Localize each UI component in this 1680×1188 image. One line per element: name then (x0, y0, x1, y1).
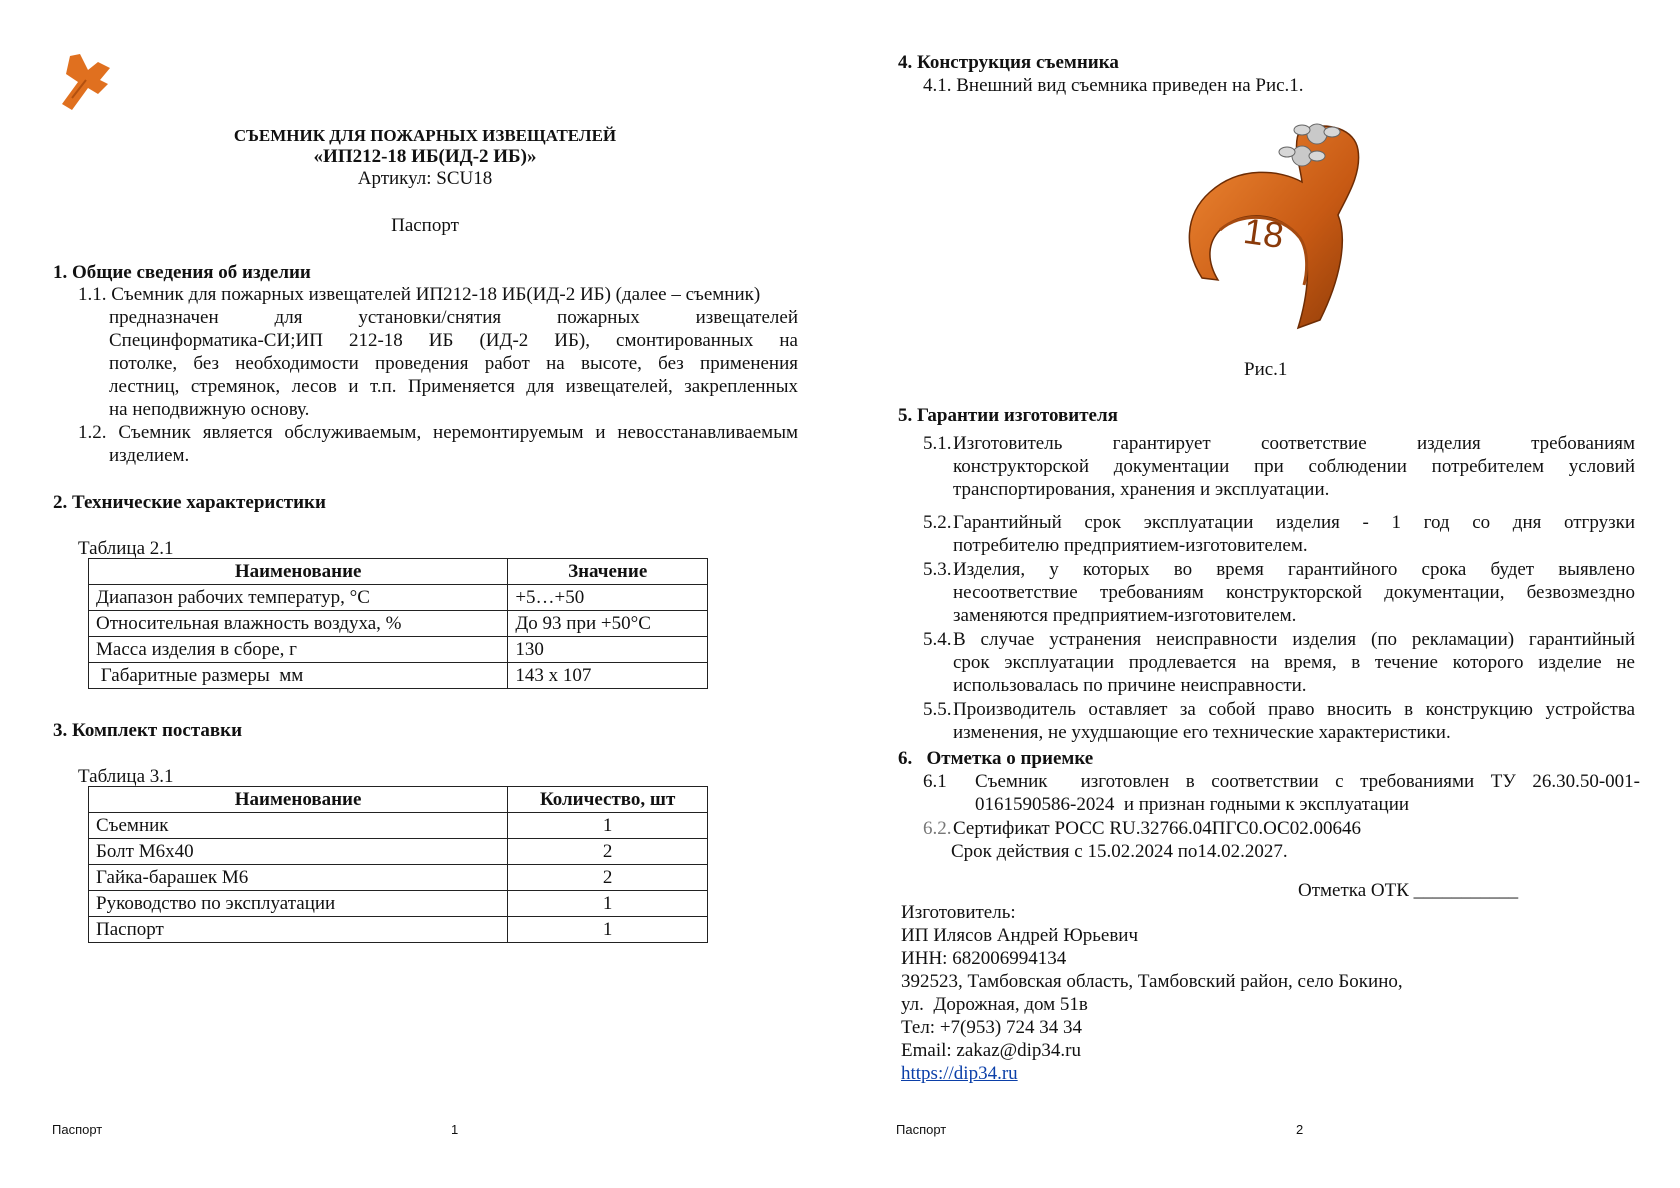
table-header-cell: Количество, шт (508, 787, 708, 813)
table-row (89, 891, 708, 917)
table-cell: Съемник (89, 813, 508, 839)
section-2-heading: 2. Технические характеристики (53, 492, 326, 513)
delivery-set-table (88, 786, 708, 943)
paragraph-line: лестниц, стремянок, лесов и т.п. Применяется для извещателей, закрепленных (109, 376, 798, 397)
table-row (89, 585, 708, 611)
section-5-heading: 5. Гарантии изготовителя (898, 405, 1118, 426)
paragraph-line: транспортирования, хранения и эксплуатации. (953, 479, 1330, 500)
paragraph-line: 1.2. Съемник является обслуживаемым, неремонтируемым и невосстанавливаемым (78, 422, 798, 443)
certificate-validity: Срок действия с 15.02.2024 по14.02.2027. (951, 841, 1288, 862)
paragraph-1-2 (78, 421, 798, 467)
paragraph-line: Производитель оставляет за собой право вносить в конструкцию устройства (953, 699, 1635, 720)
page-title-line2: «ИП212-18 ИБ(ИД-2 ИБ)» (313, 146, 537, 167)
table-cell: Габаритные размеры мм (89, 663, 508, 689)
paragraph-line: конструкторской документации при соблюдении потребителем условий (953, 456, 1635, 477)
figure-caption: Рис.1 (1244, 359, 1288, 380)
section-4-heading: 4. Конструкция съемника (898, 52, 1119, 73)
table-header-row (89, 787, 708, 813)
paragraph-line: Гарантийный срок эксплуатации изделия - 1 год со дня отгрузки (953, 512, 1635, 533)
footer-label: Паспорт (52, 1122, 103, 1137)
manufacturer-inn: ИНН: 682006994134 (901, 948, 1067, 969)
table-cell: Относительная влажность воздуха, % (89, 611, 508, 637)
item-number: 5.4. (923, 629, 952, 650)
table-cell: 1 (508, 813, 708, 839)
paragraph-line: заменяются предприятием-изготовителем. (953, 605, 1297, 626)
paragraph-line: Специнформатика-СИ;ИП 212-18 ИБ (ИД-2 ИБ), смонтированных на (109, 330, 798, 351)
table-cell: 2 (508, 865, 708, 891)
table-cell: Масса изделия в сборе, г (89, 637, 508, 663)
footer-label: Паспорт (896, 1122, 947, 1137)
warranty-item-5-4 (923, 628, 1635, 697)
paragraph-line: 1.1. Съемник для пожарных извещателей ИП212-18 ИБ(ИД-2 ИБ) (далее – съемник) (78, 284, 761, 305)
table-cell: Диапазон рабочих температур, °С (89, 585, 508, 611)
table-cell: 130 (508, 637, 708, 663)
section-1-heading: 1. Общие сведения об изделии (53, 262, 311, 283)
paragraph-line: изменения, не ухудшающие его технические характеристики. (953, 722, 1451, 743)
table-cell: 1 (508, 917, 708, 943)
certificate-line: Сертификат РОСС RU.32766.04ПГС0.ОС02.00646 (953, 818, 1361, 839)
paragraph-line: Съемник изготовлен в соответствии с требованиями ТУ 26.30.50-001- (975, 771, 1640, 792)
document-type: Паспорт (391, 215, 459, 236)
article-number: Артикул: SCU18 (357, 168, 493, 189)
table-cell: Болт М6х40 (89, 839, 508, 865)
paragraph-line: срок эксплуатации продлевается на время, в течение которого изделие не (953, 652, 1635, 673)
table-row (89, 839, 708, 865)
paragraph-line: Изготовитель гарантирует соответствие изделия требованиям (953, 433, 1635, 454)
section-3-heading: 3. Комплект поставки (53, 720, 243, 741)
section-6-heading: 6. Отметка о приемке (898, 748, 1094, 769)
paragraph-line: предназначен для установки/снятия пожарных извещателей (109, 307, 798, 328)
paragraph-line: В случае устранения неисправности изделия (по рекламации) гарантийный (953, 629, 1635, 650)
manufacturer-name: ИП Илясов Андрей Юрьевич (901, 925, 1139, 946)
table-row (89, 637, 708, 663)
table-2-1-caption: Таблица 2.1 (78, 538, 174, 559)
tech-specs-table (88, 558, 708, 689)
manufacturer-email: Email: zakaz@dip34.ru (901, 1040, 1081, 1061)
table-header-cell: Значение (508, 559, 708, 585)
table-3-1-caption: Таблица 3.1 (78, 766, 174, 787)
item-number: 6.2. (923, 818, 952, 839)
paragraph-line: потребителю предприятием-изготовителем. (953, 535, 1308, 556)
warranty-item-5-1 (923, 432, 1635, 501)
paragraph-line: потолке, без необходимости проведения работ на высоте, без применения (109, 353, 798, 374)
table-row (89, 611, 708, 637)
table-row (89, 917, 708, 943)
table-row (89, 663, 708, 689)
footer-page-number: 2 (1296, 1122, 1304, 1137)
figure-number-label: 18 (1240, 209, 1287, 257)
table-row (89, 813, 708, 839)
item-number: 5.2. (923, 512, 952, 533)
table-cell: 1 (508, 891, 708, 917)
table-header-cell: Наименование (89, 559, 508, 585)
paragraph-line: использовалась по причине неисправности. (953, 675, 1307, 696)
paragraph-1-1-body (109, 306, 798, 421)
table-cell: Гайка-барашек М6 (89, 865, 508, 891)
paragraph-1-1 (78, 283, 798, 306)
table-cell: 143 х 107 (508, 663, 708, 689)
table-cell: Руководство по эксплуатации (89, 891, 508, 917)
manufacturer-address: 392523, Тамбовская область, Тамбовский район, село Бокино, (901, 971, 1403, 992)
table-header-cell: Наименование (89, 787, 508, 813)
manufacturer-block (901, 901, 1403, 1085)
item-number: 5.3. (923, 559, 952, 580)
paragraph-line: 0161590586-2024 и признан годными к эксплуатации (975, 794, 1410, 815)
item-number: 5.1. (923, 433, 952, 454)
warranty-item-5-2 (923, 511, 1635, 557)
item-number: 6.1 (923, 771, 947, 792)
paragraph-line: несоответствие требованиям конструкторской документации, безвозмездно (953, 582, 1635, 603)
paragraph-line: изделием. (109, 445, 190, 466)
acceptance-paragraph-6-1 (975, 770, 1640, 816)
manufacturer-website-link[interactable]: https://dip34.ru (901, 1063, 1018, 1084)
manufacturer-phone: Тел: +7(953) 724 34 34 (901, 1017, 1082, 1038)
table-cell: До 93 при +50°С (508, 611, 708, 637)
item-number: 5.5. (923, 699, 952, 720)
footer-page-number: 1 (451, 1122, 459, 1137)
warranty-item-5-5 (923, 698, 1635, 744)
manufacturer-address: ул. Дорожная, дом 51в (901, 994, 1088, 1015)
table-row (89, 865, 708, 891)
remover-figure (1180, 120, 1380, 335)
otk-mark: Отметка ОТК ___________ (1298, 880, 1519, 901)
warranty-item-5-3 (923, 558, 1635, 627)
paragraph-line: Изделия, у которых во время гарантийного срока будет выявлено (953, 559, 1635, 580)
table-cell: +5…+50 (508, 585, 708, 611)
manufacturer-label: Изготовитель: (901, 902, 1016, 923)
brand-logo (58, 54, 120, 112)
table-cell: Паспорт (89, 917, 508, 943)
table-cell: 2 (508, 839, 708, 865)
page-title-line1: СЪЕМНИК ДЛЯ ПОЖАРНЫХ ИЗВЕЩАТЕЛЕЙ (233, 126, 617, 145)
paragraph-line: на неподвижную основу. (109, 399, 310, 420)
paragraph-4-1: 4.1. Внешний вид съемника приведен на Рис.1. (923, 75, 1304, 96)
table-header-row (89, 559, 708, 585)
